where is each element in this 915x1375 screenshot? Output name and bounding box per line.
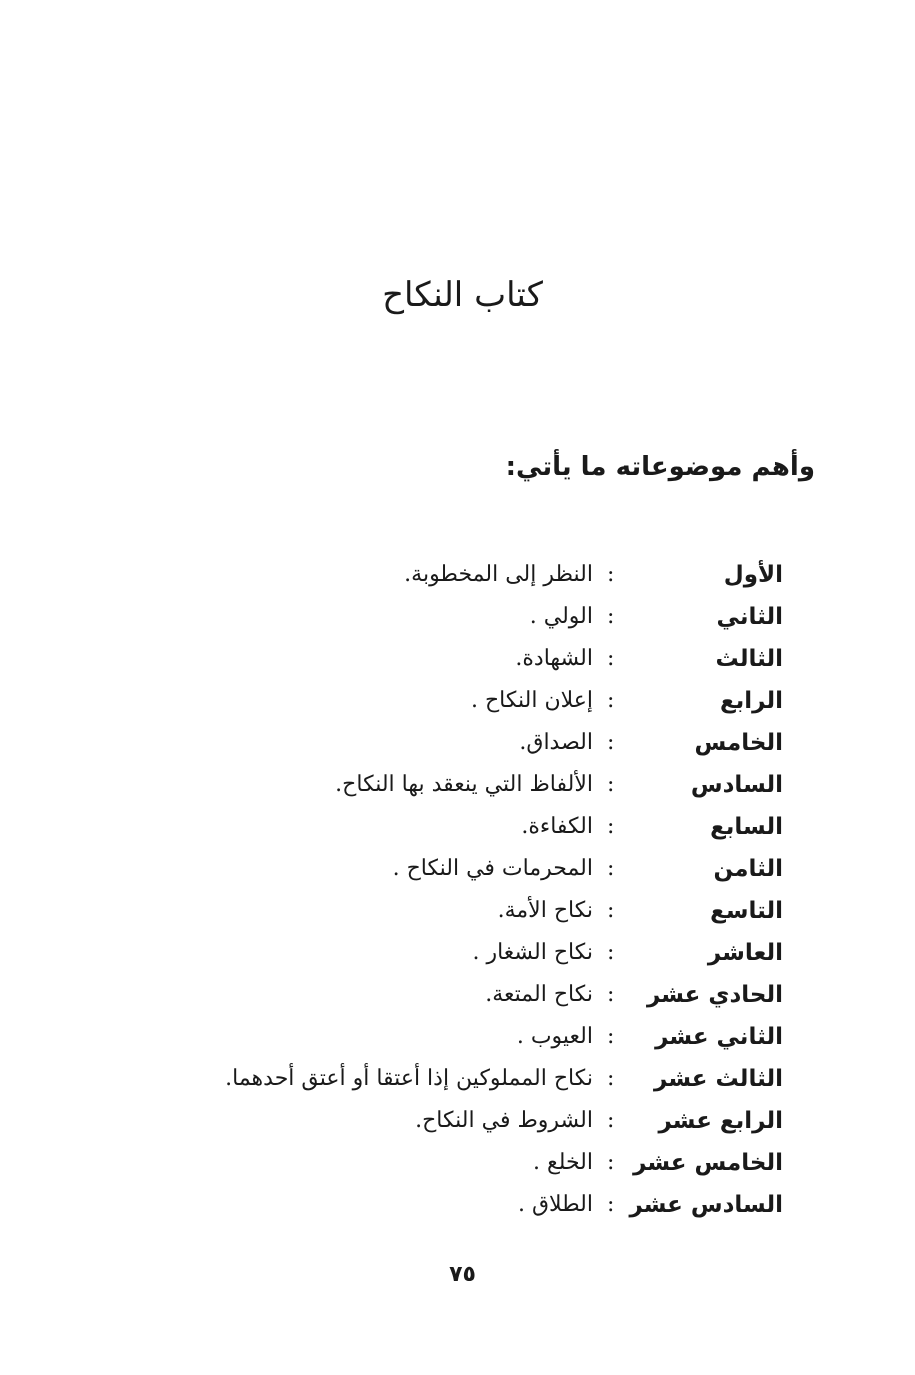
item-topic: الكفاءة. — [521, 814, 593, 839]
chapter-title: كتاب النكاح — [382, 275, 543, 315]
item-separator: : — [607, 1150, 615, 1175]
item-separator: : — [607, 814, 615, 839]
list-item — [0, 814, 915, 856]
item-separator: : — [607, 646, 615, 671]
list-item — [0, 562, 915, 604]
list-item — [0, 1150, 915, 1192]
item-separator: : — [607, 898, 615, 923]
item-topic: نكاح المملوكين إذا أعتقا أو أعتق أحدهما. — [225, 1066, 593, 1091]
item-topic: المحرمات في النكاح . — [392, 856, 593, 881]
item-separator: : — [607, 730, 615, 755]
item-separator: : — [607, 940, 615, 965]
item-ordinal: الثاني — [716, 604, 783, 630]
item-ordinal: الخامس — [694, 730, 783, 756]
item-separator: : — [607, 1066, 615, 1091]
item-ordinal: الحادي عشر — [646, 982, 783, 1008]
item-ordinal: السادس — [690, 772, 783, 798]
item-topic: الشهادة. — [515, 646, 593, 671]
list-item — [0, 604, 915, 646]
list-item — [0, 646, 915, 688]
item-ordinal: الرابع عشر — [658, 1108, 783, 1134]
item-ordinal: العاشر — [707, 940, 783, 966]
item-topic: الطلاق . — [517, 1192, 593, 1217]
list-item — [0, 1108, 915, 1150]
item-topic: الخلع . — [533, 1150, 593, 1175]
item-ordinal: الخامس عشر — [633, 1150, 783, 1176]
list-item — [0, 1024, 915, 1066]
item-separator: : — [607, 772, 615, 797]
item-topic: الشروط في النكاح. — [415, 1108, 593, 1133]
list-item — [0, 730, 915, 772]
item-separator: : — [607, 1192, 615, 1217]
item-separator: : — [607, 688, 615, 713]
item-topic: نكاح الشغار . — [472, 940, 593, 965]
item-separator: : — [607, 604, 615, 629]
item-topic: الولي . — [529, 604, 593, 629]
item-topic: العيوب . — [516, 1024, 593, 1049]
item-topic: نكاح الأمة. — [497, 898, 593, 923]
item-ordinal: الثالث عشر — [654, 1066, 783, 1092]
list-item — [0, 856, 915, 898]
item-topic: الألفاظ التي ينعقد بها النكاح. — [335, 772, 593, 797]
item-topic: نكاح المتعة. — [485, 982, 593, 1007]
item-ordinal: الأول — [723, 562, 783, 588]
item-separator: : — [607, 1108, 615, 1133]
list-item — [0, 940, 915, 982]
item-ordinal: السادس عشر — [629, 1192, 783, 1218]
page-number: ٧٥ — [449, 1262, 476, 1287]
item-ordinal: الرابع — [719, 688, 783, 714]
list-item — [0, 1066, 915, 1108]
list-item — [0, 688, 915, 730]
topics-intro: وأهم موضوعاته ما يأتي: — [505, 452, 815, 482]
topics-list — [0, 562, 915, 1234]
item-separator: : — [607, 1024, 615, 1049]
item-ordinal: الثاني عشر — [655, 1024, 783, 1050]
item-topic: الصداق. — [519, 730, 593, 755]
list-item — [0, 1192, 915, 1234]
item-topic: النظر إلى المخطوبة. — [404, 562, 593, 587]
item-separator: : — [607, 982, 615, 1007]
item-topic: إعلان النكاح . — [470, 688, 593, 713]
item-ordinal: السابع — [710, 814, 783, 840]
item-ordinal: التاسع — [710, 898, 783, 924]
item-ordinal: الثالث — [715, 646, 783, 672]
item-separator: : — [607, 562, 615, 587]
item-separator: : — [607, 856, 615, 881]
list-item — [0, 982, 915, 1024]
list-item — [0, 772, 915, 814]
item-ordinal: الثامن — [713, 856, 783, 882]
list-item — [0, 898, 915, 940]
